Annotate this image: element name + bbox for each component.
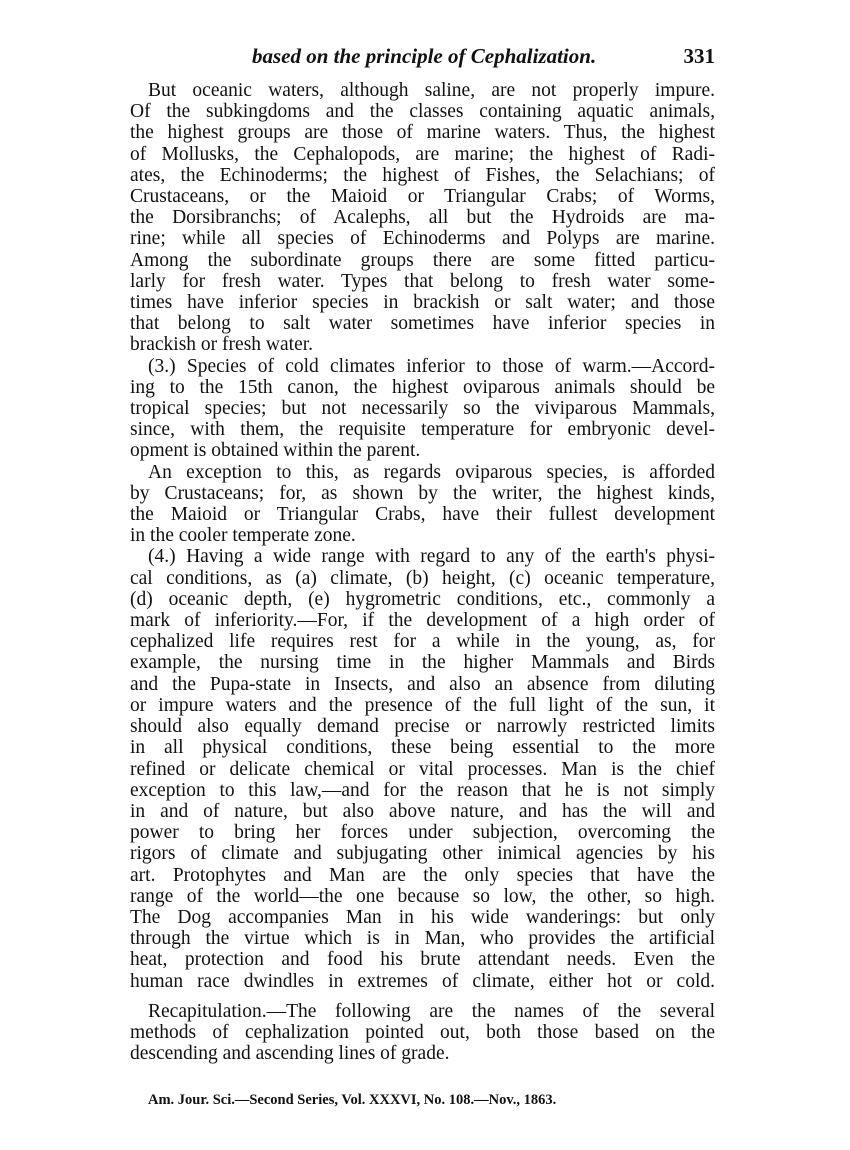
text-line: range of the world—the one because so low, the other, so high.: [130, 885, 715, 907]
text-line: Recapitulation.—The following are the names of the several: [148, 1000, 715, 1022]
text-line: or impure waters and the presence of the full light of the sun, it: [130, 694, 715, 716]
paragraph-cold-climates: [130, 356, 715, 462]
text-line: (d) oceanic depth, (e) hygrometric conditions, etc., commonly a: [130, 588, 715, 610]
text-line: in all physical conditions, these being essential to the more: [130, 737, 715, 759]
text-line: and the Pupa-state in Insects, and also an absence from diluting: [130, 673, 715, 695]
text-line: methods of cephalization pointed out, both those based on the: [130, 1021, 715, 1043]
text-line: power to bring her forces under subjection, overcoming the: [130, 822, 715, 844]
text-line: (3.) Species of cold climates inferior to those of warm.—Accord-: [148, 355, 715, 377]
text-line: of Mollusks, the Cephalopods, are marine; the highest of Radi-: [130, 143, 715, 165]
journal-footer: Am. Jour. Sci.—Second Series, Vol. XXXVI, No. 108.—Nov., 1863.: [148, 1092, 557, 1108]
text-line: mark of inferiority.—For, if the development of a high order of: [130, 610, 715, 632]
text-line: descending and ascending lines of grade.: [130, 1043, 450, 1065]
text-line: that belong to salt water sometimes have inferior species in: [130, 313, 715, 335]
text-line: heat, protection and food his brute attendant needs. Even the: [130, 949, 715, 971]
text-line: the highest groups are those of marine waters. Thus, the highest: [130, 122, 715, 144]
paragraph-oceanic-waters: [130, 80, 715, 356]
text-line: times have inferior species in brackish or salt water; and those: [130, 292, 715, 314]
body-text: [130, 80, 715, 1064]
text-line: ates, the Echinoderms; the highest of Fishes, the Selachians; of: [130, 164, 715, 186]
text-line: An exception to this, as regards oviparous species, is afforded: [148, 461, 715, 483]
page-number: 331: [683, 44, 715, 68]
text-line: refined or delicate chemical or vital processes. Man is the chief: [130, 758, 715, 780]
text-line: art. Protophytes and Man are the only species that have the: [130, 864, 715, 886]
text-line: Crustaceans, or the Maioid or Triangular Crabs; of Worms,: [130, 186, 715, 208]
text-line: should also equally demand precise or narrowly restricted limits: [130, 716, 715, 738]
text-line: rigors of climate and subjugating other inimical agencies by his: [130, 843, 715, 865]
text-line: in the cooler temperate zone.: [130, 525, 356, 547]
running-title: based on the principle of Cephalization.: [252, 44, 597, 68]
text-line: example, the nursing time in the higher Mammals and Birds: [130, 652, 715, 674]
text-line: in and of nature, but also above nature, and has the will and: [130, 800, 715, 822]
text-line: The Dog accompanies Man in his wide wanderings: but only: [130, 906, 715, 928]
text-line: tropical species; but not necessarily so the viviparous Mammals,: [130, 398, 715, 420]
page-header: [130, 44, 715, 74]
text-line: exception to this law,—and for the reason that he is not simply: [130, 779, 715, 801]
text-line: by Crustaceans; for, as shown by the writer, the highest kinds,: [130, 482, 715, 504]
text-line: ing to the 15th canon, the highest oviparous animals should be: [130, 376, 715, 398]
text-line: opment is obtained within the parent.: [130, 440, 421, 462]
text-line: the Maioid or Triangular Crabs, have their fullest development: [130, 504, 715, 526]
text-line: cal conditions, as (a) climate, (b) height, (c) oceanic temperature,: [130, 567, 715, 589]
text-line: rine; while all species of Echinoderms and Polyps are marine.: [130, 228, 715, 250]
text-line: cephalized life requires rest for a while in the young, as, for: [130, 631, 715, 653]
paragraph-gap: [130, 992, 715, 1001]
text-line: Of the subkingdoms and the classes containing aquatic animals,: [130, 101, 715, 123]
paragraph-wide-range: [130, 546, 715, 991]
text-line: since, with them, the requisite temperature for embryonic devel-: [130, 419, 715, 441]
text-line: But oceanic waters, although saline, are not properly impure.: [148, 80, 715, 101]
text-line: through the virtue which is in Man, who provides the artificial: [130, 928, 715, 950]
text-line: brackish or fresh water.: [130, 334, 314, 356]
paragraph-recapitulation: [130, 1001, 715, 1065]
text-line: Among the subordinate groups there are some fitted particu-: [130, 249, 715, 271]
text-line: human race dwindles in extremes of climate, either hot or cold.: [130, 970, 715, 992]
paragraph-exception-crustaceans: [130, 462, 715, 547]
text-line: the Dorsibranchs; of Acalephs, all but the Hydroids are ma-: [130, 207, 715, 229]
text-line: (4.) Having a wide range with regard to any of the earth's physi-: [148, 546, 715, 568]
text-line: larly for fresh water. Types that belong to fresh water some-: [130, 270, 715, 292]
